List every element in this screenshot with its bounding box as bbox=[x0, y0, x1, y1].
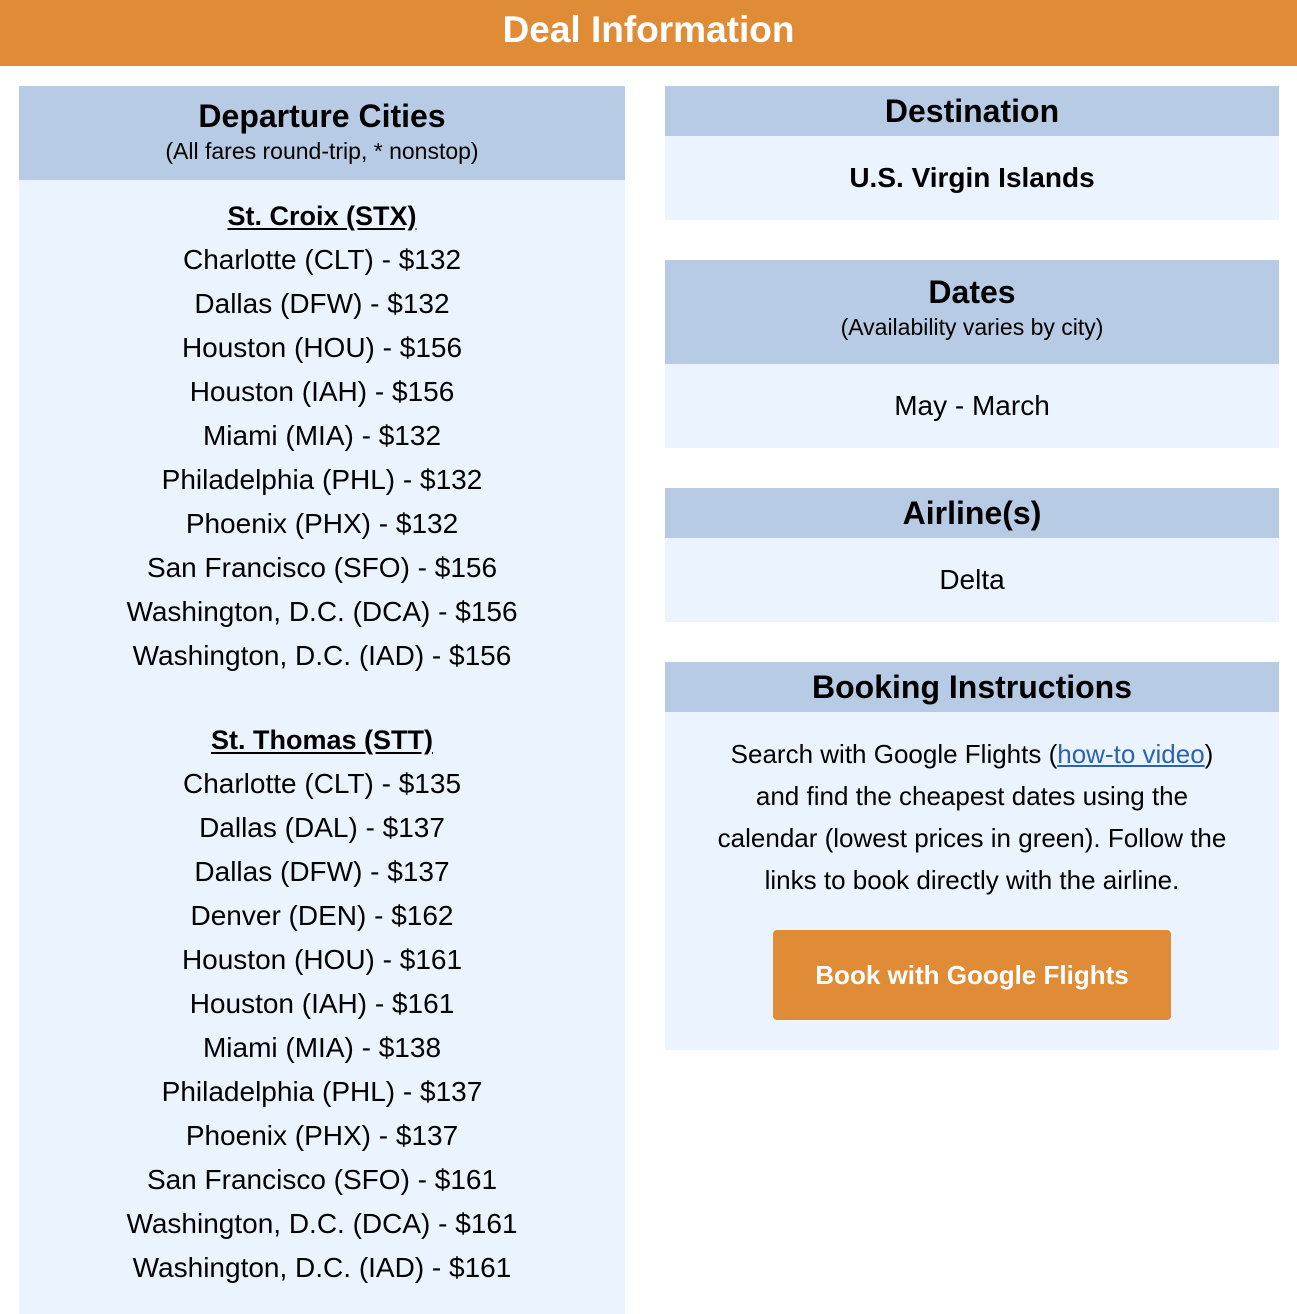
destination-title: Destination bbox=[884, 93, 1060, 129]
fare-item: Dallas (DFW) - $137 bbox=[194, 856, 450, 887]
airline-header bbox=[665, 488, 1279, 538]
fare-item: Houston (HOU) - $156 bbox=[181, 332, 463, 363]
fare-item: Miami (MIA) - $138 bbox=[202, 1032, 442, 1063]
airline-title: Airline(s) bbox=[902, 495, 1042, 531]
fare-item: Charlotte (CLT) - $135 bbox=[182, 768, 462, 799]
deal-information-banner bbox=[0, 0, 1297, 66]
fare-item: Denver (DEN) - $162 bbox=[190, 900, 454, 931]
fare-item: Washington, D.C. (IAD) - $156 bbox=[132, 640, 512, 671]
fare-item: Charlotte (CLT) - $132 bbox=[182, 244, 462, 275]
fare-item: Phoenix (PHX) - $137 bbox=[185, 1120, 459, 1151]
departure-cities-title: Departure Cities bbox=[198, 98, 446, 134]
booking-text-before-link: Search with Google Flights ( bbox=[730, 739, 1058, 769]
fare-item: Houston (IAH) - $156 bbox=[189, 376, 455, 407]
destination-panel bbox=[665, 86, 1279, 220]
fare-group-title: St. Croix (STX) bbox=[227, 201, 417, 231]
book-with-google-flights-button[interactable] bbox=[773, 930, 1171, 1020]
departure-cities-subtitle: (All fares round-trip, * nonstop) bbox=[165, 138, 479, 164]
destination-value: U.S. Virgin Islands bbox=[849, 162, 1095, 193]
dates-value: May - March bbox=[894, 390, 1050, 421]
fare-item: San Francisco (SFO) - $161 bbox=[146, 1164, 498, 1195]
how-to-video-link[interactable]: how-to video bbox=[1057, 739, 1205, 769]
destination-header bbox=[665, 86, 1279, 136]
fare-item: Houston (HOU) - $161 bbox=[181, 944, 463, 975]
fare-item: Dallas (DAL) - $137 bbox=[199, 812, 445, 843]
fare-item: Phoenix (PHX) - $132 bbox=[185, 508, 459, 539]
booking-instructions-panel bbox=[665, 662, 1279, 1050]
booking-instructions-text bbox=[665, 712, 1279, 901]
booking-instructions-title: Booking Instructions bbox=[812, 669, 1132, 705]
departure-cities-header bbox=[19, 86, 625, 180]
fare-item: Houston (IAH) - $161 bbox=[189, 988, 455, 1019]
fare-group-title: St. Thomas (STT) bbox=[211, 725, 433, 755]
fare-group-st-croix bbox=[19, 180, 625, 678]
fare-item: Washington, D.C. (DCA) - $156 bbox=[126, 596, 518, 627]
dates-title: Dates bbox=[928, 274, 1016, 310]
fare-item: San Francisco (SFO) - $156 bbox=[146, 552, 498, 583]
fare-item: Washington, D.C. (DCA) - $161 bbox=[126, 1208, 518, 1239]
fare-item: Philadelphia (PHL) - $137 bbox=[161, 1076, 483, 1107]
fare-item: Washington, D.C. (IAD) - $161 bbox=[132, 1252, 512, 1283]
dates-header bbox=[665, 260, 1279, 364]
book-button-label: Book with Google Flights bbox=[815, 959, 1129, 990]
fare-item: Dallas (DFW) - $132 bbox=[194, 288, 450, 319]
fare-item: Philadelphia (PHL) - $132 bbox=[161, 464, 483, 495]
fare-item: Miami (MIA) - $132 bbox=[202, 420, 442, 451]
dates-subtitle: (Availability varies by city) bbox=[840, 314, 1104, 340]
fare-group-st-thomas bbox=[19, 678, 625, 1290]
booking-instructions-header bbox=[665, 662, 1279, 712]
dates-panel bbox=[665, 260, 1279, 448]
booking-text-after-link: ) and find the cheapest dates using the calendar (lowest prices in green). Follow the links to book directly with the airline. bbox=[717, 739, 1227, 895]
banner-title: Deal Information bbox=[502, 9, 795, 50]
airline-value: Delta bbox=[939, 564, 1005, 595]
airline-panel bbox=[665, 488, 1279, 622]
departure-cities-panel bbox=[19, 86, 625, 1314]
